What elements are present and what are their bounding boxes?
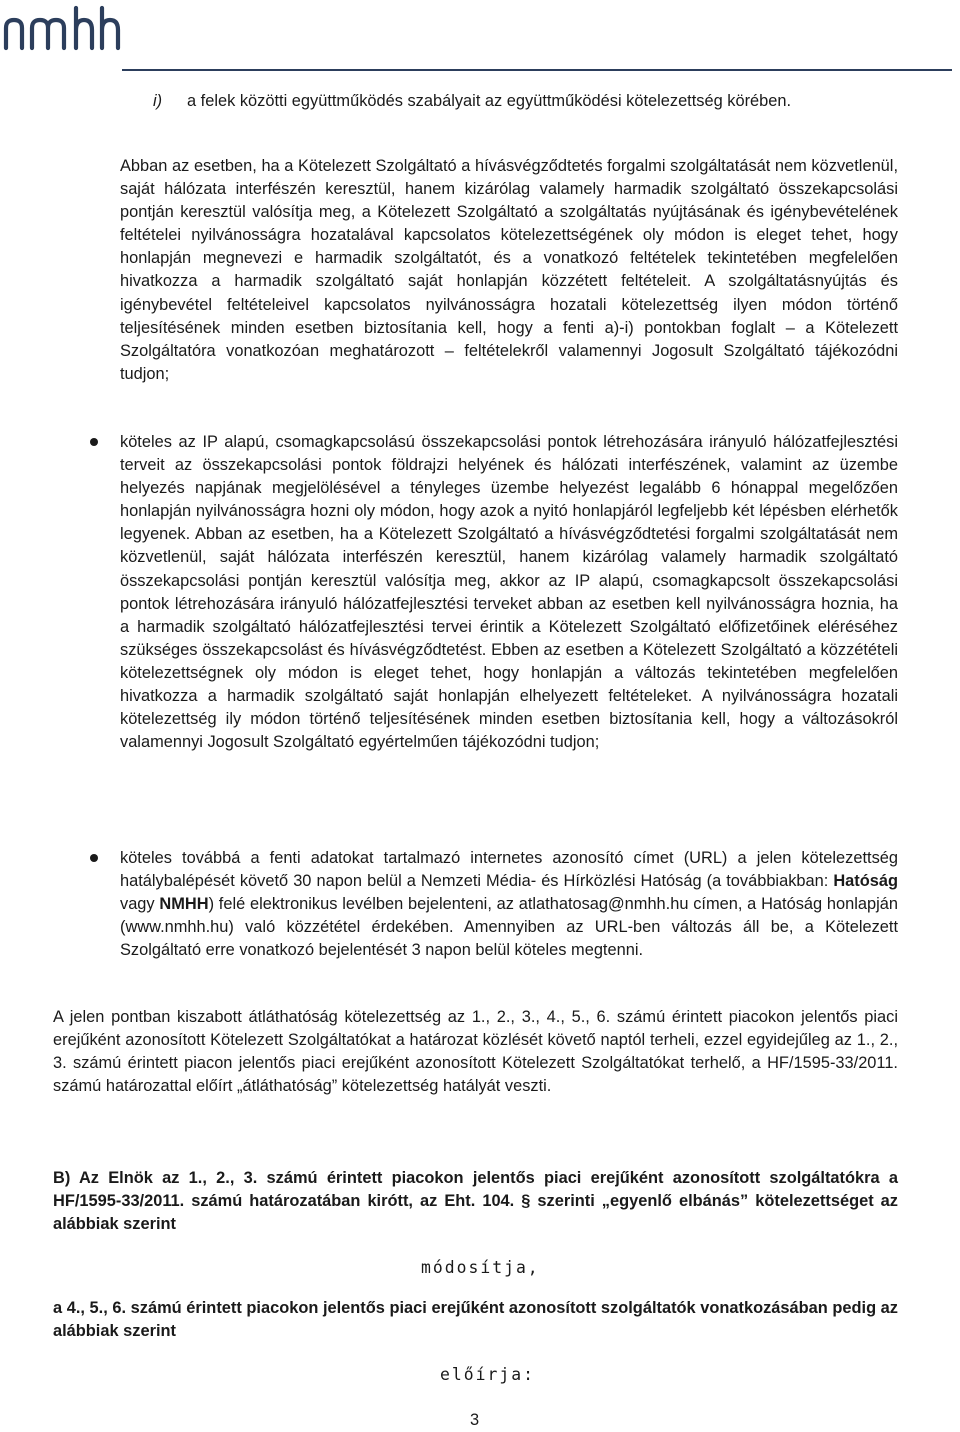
- bullet-item-ip: köteles az IP alapú, csomagkapcsolású összekapcsolási pontok létrehozására irányuló hálózatfejlesztési terveit az összekapcsolási pontok földrajzi helyének és hálózati interfészének, valamint az üzembe helyezés napjának megjelölésével a tényleges üzembe helyezést legalább 6 hónappal megelőzően honlapján nyilvánosságra hozni oly módon, hogy azok a nyitó honlapjáról legfeljebb két lépésben elérhetők legyenek. Abban az esetben, ha a Kötelezett Szolgáltató a hívásvégződtetési forgalmi szolgáltatását nem közvetlenül, saját hálózata interfészén keresztül, hanem kizárólag valamely harmadik szolgáltató összekapcsolási pontján keresztül valósítja meg, akkor az IP alapú, csomagkapcsolt összekapcsolási pontok létrehozására irányuló hálózatfejlesztési terveket abban az esetben kell nyilvánosságra hoznia, ha a harmadik szolgáltató hálózatfejlesztési tervei érintik a Kötelezett Szolgáltató előfizetőinek eléréséhez szükséges összekapcsolást és hívásvégződtetést. Ebben az esetben a Kötelezett Szolgáltató a közzétételi kötelezettségnek oly módon is eleget tehet, hogy honlapján a változás tekintetében megfelelően hivatkozza a harmadik szolgáltató saját honlapján elhelyezett feltételeket. A nyilvánosságra hozatali kötelezettség ily módon történő teljesítésének minden esetben biztosítania kell, hogy a változásokról valamennyi Jogosult Szolgáltató egyértelműen tájékozódni tudjon;: [120, 433, 898, 752]
- page-header: [0, 0, 960, 80]
- paragraph-abban: Abban az esetben, ha a Kötelezett Szolgáltató a hívásvégződtetés forgalmi szolgáltatását nem közvetlenül, saját hálózata interfészén keresztül, hanem kizárólag valamely harmadik szolgáltató összekapcsolási pontján keresztül valósítja meg, a Kötelezett Szolgáltató a szolgáltatás nyújtásának és igénybevételének feltételei nyilvánosságra hozatalával kapcsolatos kötelezettségének oly módon is eleget tehet, hogy honlapján megnevezi e harmadik szolgáltatót, és a vonatkozó feltételek tekintetében megfelelően hivatkozza a harmadik szolgáltató saját honlapján közzétett feltételeit. A szolgáltatásnyújtás és igénybevétel feltételeivel kapcsolatos nyilvánosságra hozatali kötelezettség ilyen módon történő teljesítésének minden esetben biztosítania kell, hogy a fenti a)-i) pontokban foglalt – a Kötelezett Szolgáltatóra vonatkozóan meghatározott – feltételekről valamennyi Jogosult Szolgáltató tájékozódni tudjon;: [120, 157, 898, 383]
- paragraph-456: a 4., 5., 6. számú érintett piacokon jelentős piaci erejűként azonosított szolgáltatók vonatkozásában pedig az alábbiak szerint: [53, 1299, 898, 1341]
- nmhh-logo: [2, 4, 124, 52]
- paragraph-jelen: A jelen pontban kiszabott átláthatóság kötelezettség az 1., 2., 3., 4., 5., 6. számú érintett piacokon jelentős piaci erejűként azonosított Kötelezett Szolgáltatókat a határozat közlését követő naptól terheli, ezzel egyidejűleg az 1., 2., 3. számú érintett piacon jelentős piaci erejűként azonosított Kötelezett Szolgáltatókat terhelő, a HF/1595-33/2011. számú határozattal előírt „átláthatóság” kötelezettség hatályát veszti.: [53, 1008, 898, 1096]
- bold-term-nmhh: NMHH: [159, 895, 209, 914]
- eloirja-label: előírja:: [440, 1365, 535, 1384]
- list-marker-i: i): [153, 92, 163, 110]
- bullet-icon: [90, 438, 98, 446]
- list-item-i: a felek közötti együttműködés szabályait az együttműködési kötelezettség körében.: [187, 92, 792, 110]
- bullet-icon: [90, 854, 98, 862]
- header-rule: [122, 69, 952, 71]
- bullet-item-url: köteles továbbá a fenti adatokat tartalmazó internetes azonosító címet (URL) a jelen kötelezettség hatálybalépését követő 30 napon belül a Nemzeti Média- és Hírközlési Hatóság (a továbbiakban: Hatóság vagy NMHH) felé elektronikus levélben bejelenteni, az atlathatosag@nmhh.hu címen, a Hatóság honlapján (www.nmhh.hu) való közzététel érdekében. Amennyiben az URL-ben változás áll be, a Kötelezett Szolgáltató erre vonatkozó bejelentését 3 napon belül köteles megtenni.: [120, 849, 898, 960]
- section-b-heading: B) Az Elnök az 1., 2., 3. számú érintett piacokon jelentős piaci erejűként azonosított szolgáltatókra a HF/1595-33/2011. számú határozatában kirótt, az Eht. 104. § szerinti „egyenlő elbánás” kötelezettséget az alábbiak szerint: [53, 1169, 898, 1234]
- page-number: 3: [470, 1411, 480, 1429]
- bold-term-hatosag: Hatóság: [833, 872, 898, 891]
- modositja-label: módosítja,: [421, 1258, 540, 1277]
